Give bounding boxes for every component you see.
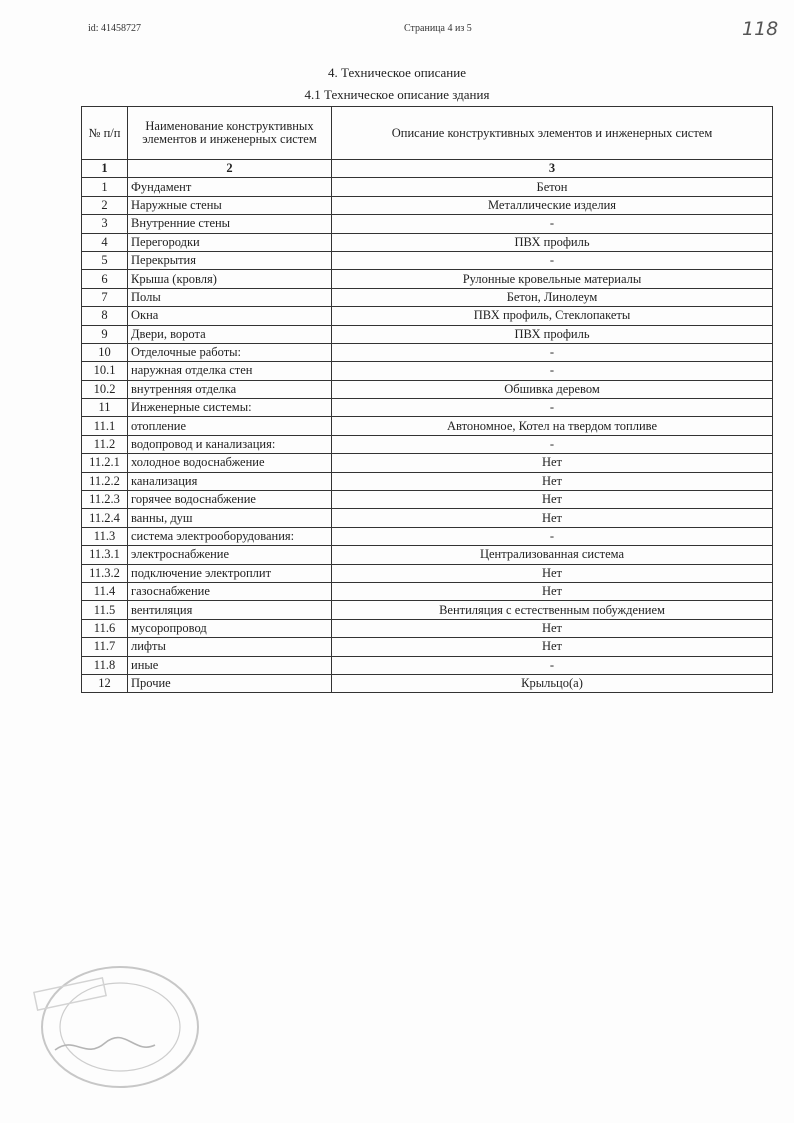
table-row bbox=[82, 178, 773, 196]
element-description: Нет bbox=[332, 509, 773, 527]
document-id: id: 41458727 bbox=[88, 23, 142, 34]
row-number: 11.1 bbox=[82, 417, 128, 435]
element-description: Автономное, Котел на твердом топливе bbox=[332, 417, 773, 435]
table-row bbox=[82, 491, 773, 509]
element-description: Нет bbox=[332, 638, 773, 656]
element-name: Крыша (кровля) bbox=[128, 270, 332, 288]
element-description: Рулонные кровельные материалы bbox=[332, 270, 773, 288]
table-row bbox=[82, 509, 773, 527]
row-number: 1 bbox=[82, 178, 128, 196]
table-row bbox=[82, 417, 773, 435]
row-number: 2 bbox=[82, 196, 128, 214]
row-number: 11.3.2 bbox=[82, 564, 128, 582]
element-name: Фундамент bbox=[128, 178, 332, 196]
element-description: - bbox=[332, 656, 773, 674]
element-name: Прочие bbox=[128, 674, 332, 692]
element-description: ПВХ профиль bbox=[332, 233, 773, 251]
element-description: - bbox=[332, 399, 773, 417]
element-description: Нет bbox=[332, 454, 773, 472]
section-title: 4. Техническое описание bbox=[328, 65, 466, 80]
element-name: мусоропровод bbox=[128, 619, 332, 637]
column-header: Наименование конструктивных элементов и инженерных систем bbox=[128, 107, 332, 160]
element-name: Отделочные работы: bbox=[128, 343, 332, 361]
row-number: 3 bbox=[82, 215, 128, 233]
element-name: Окна bbox=[128, 307, 332, 325]
element-name: водопровод и канализация: bbox=[128, 435, 332, 453]
row-number: 11 bbox=[82, 399, 128, 417]
element-description: - bbox=[332, 251, 773, 269]
element-description: - bbox=[332, 215, 773, 233]
element-name: система электрооборудования: bbox=[128, 527, 332, 545]
element-description: Вентиляция с естественным побуждением bbox=[332, 601, 773, 619]
element-description: - bbox=[332, 343, 773, 361]
subsection-title: 4.1 Техническое описание здания bbox=[304, 87, 490, 102]
element-description: - bbox=[332, 362, 773, 380]
row-number: 11.3.1 bbox=[82, 546, 128, 564]
element-name: наружная отделка стен bbox=[128, 362, 332, 380]
element-description: - bbox=[332, 527, 773, 545]
table-row bbox=[82, 546, 773, 564]
element-description: - bbox=[332, 435, 773, 453]
table-row bbox=[82, 233, 773, 251]
row-number: 10.2 bbox=[82, 380, 128, 398]
row-number: 8 bbox=[82, 307, 128, 325]
element-name: горячее водоснабжение bbox=[128, 491, 332, 509]
page-indicator: Страница 4 из 5 bbox=[404, 23, 472, 34]
table-row bbox=[82, 325, 773, 343]
row-number: 11.6 bbox=[82, 619, 128, 637]
element-name: ванны, душ bbox=[128, 509, 332, 527]
element-description: Бетон, Линолеум bbox=[332, 288, 773, 306]
element-name: Наружные стены bbox=[128, 196, 332, 214]
element-name: Инженерные системы: bbox=[128, 399, 332, 417]
table-row bbox=[82, 288, 773, 306]
table-row bbox=[82, 454, 773, 472]
column-number: 2 bbox=[128, 160, 332, 178]
element-name: канализация bbox=[128, 472, 332, 490]
table-row bbox=[82, 582, 773, 600]
element-description: ПВХ профиль bbox=[332, 325, 773, 343]
table-row bbox=[82, 380, 773, 398]
element-name: газоснабжение bbox=[128, 582, 332, 600]
table-row bbox=[82, 656, 773, 674]
handwritten-page-number: 118 bbox=[742, 18, 779, 40]
row-number: 11.4 bbox=[82, 582, 128, 600]
table-row bbox=[82, 215, 773, 233]
element-name: холодное водоснабжение bbox=[128, 454, 332, 472]
element-name: Перекрытия bbox=[128, 251, 332, 269]
column-number: 3 bbox=[332, 160, 773, 178]
element-name: Полы bbox=[128, 288, 332, 306]
element-description: Нет bbox=[332, 472, 773, 490]
row-number: 10.1 bbox=[82, 362, 128, 380]
element-description: Обшивка деревом bbox=[332, 380, 773, 398]
table-header-row bbox=[82, 107, 773, 160]
row-number: 10 bbox=[82, 343, 128, 361]
table-row bbox=[82, 619, 773, 637]
table-row bbox=[82, 472, 773, 490]
table-row bbox=[82, 435, 773, 453]
row-number: 11.8 bbox=[82, 656, 128, 674]
table-row bbox=[82, 251, 773, 269]
stamp-and-signature bbox=[25, 965, 225, 1095]
row-number: 11.5 bbox=[82, 601, 128, 619]
element-name: подключение электроплит bbox=[128, 564, 332, 582]
table-row bbox=[82, 270, 773, 288]
table-row bbox=[82, 638, 773, 656]
element-description: ПВХ профиль, Стеклопакеты bbox=[332, 307, 773, 325]
table-row bbox=[82, 399, 773, 417]
element-name: электроснабжение bbox=[128, 546, 332, 564]
element-name: внутренняя отделка bbox=[128, 380, 332, 398]
row-number: 11.2.3 bbox=[82, 491, 128, 509]
table-row bbox=[82, 674, 773, 692]
table-row bbox=[82, 362, 773, 380]
row-number: 11.2 bbox=[82, 435, 128, 453]
row-number: 11.2.4 bbox=[82, 509, 128, 527]
row-number: 9 bbox=[82, 325, 128, 343]
column-header: Описание конструктивных элементов и инженерных систем bbox=[332, 107, 773, 160]
column-number-row bbox=[82, 160, 773, 178]
row-number: 6 bbox=[82, 270, 128, 288]
element-name: иные bbox=[128, 656, 332, 674]
table-row bbox=[82, 196, 773, 214]
row-number: 11.3 bbox=[82, 527, 128, 545]
row-number: 5 bbox=[82, 251, 128, 269]
technical-description-table bbox=[81, 106, 773, 693]
element-name: отопление bbox=[128, 417, 332, 435]
element-name: вентиляция bbox=[128, 601, 332, 619]
column-header: № п/п bbox=[82, 107, 128, 160]
row-number: 11.2.2 bbox=[82, 472, 128, 490]
element-name: Внутренние стены bbox=[128, 215, 332, 233]
element-description: Нет bbox=[332, 582, 773, 600]
row-number: 4 bbox=[82, 233, 128, 251]
element-description: Нет bbox=[332, 564, 773, 582]
table-row bbox=[82, 527, 773, 545]
row-number: 11.7 bbox=[82, 638, 128, 656]
element-description: Металлические изделия bbox=[332, 196, 773, 214]
element-description: Нет bbox=[332, 619, 773, 637]
column-number: 1 bbox=[82, 160, 128, 178]
row-number: 12 bbox=[82, 674, 128, 692]
element-description: Бетон bbox=[332, 178, 773, 196]
element-name: Перегородки bbox=[128, 233, 332, 251]
row-number: 7 bbox=[82, 288, 128, 306]
table-row bbox=[82, 307, 773, 325]
element-name: Двери, ворота bbox=[128, 325, 332, 343]
element-description: Нет bbox=[332, 491, 773, 509]
table-row bbox=[82, 564, 773, 582]
element-description: Крыльцо(а) bbox=[332, 674, 773, 692]
table-row bbox=[82, 601, 773, 619]
table-row bbox=[82, 343, 773, 361]
element-name: лифты bbox=[128, 638, 332, 656]
element-description: Централизованная система bbox=[332, 546, 773, 564]
row-number: 11.2.1 bbox=[82, 454, 128, 472]
